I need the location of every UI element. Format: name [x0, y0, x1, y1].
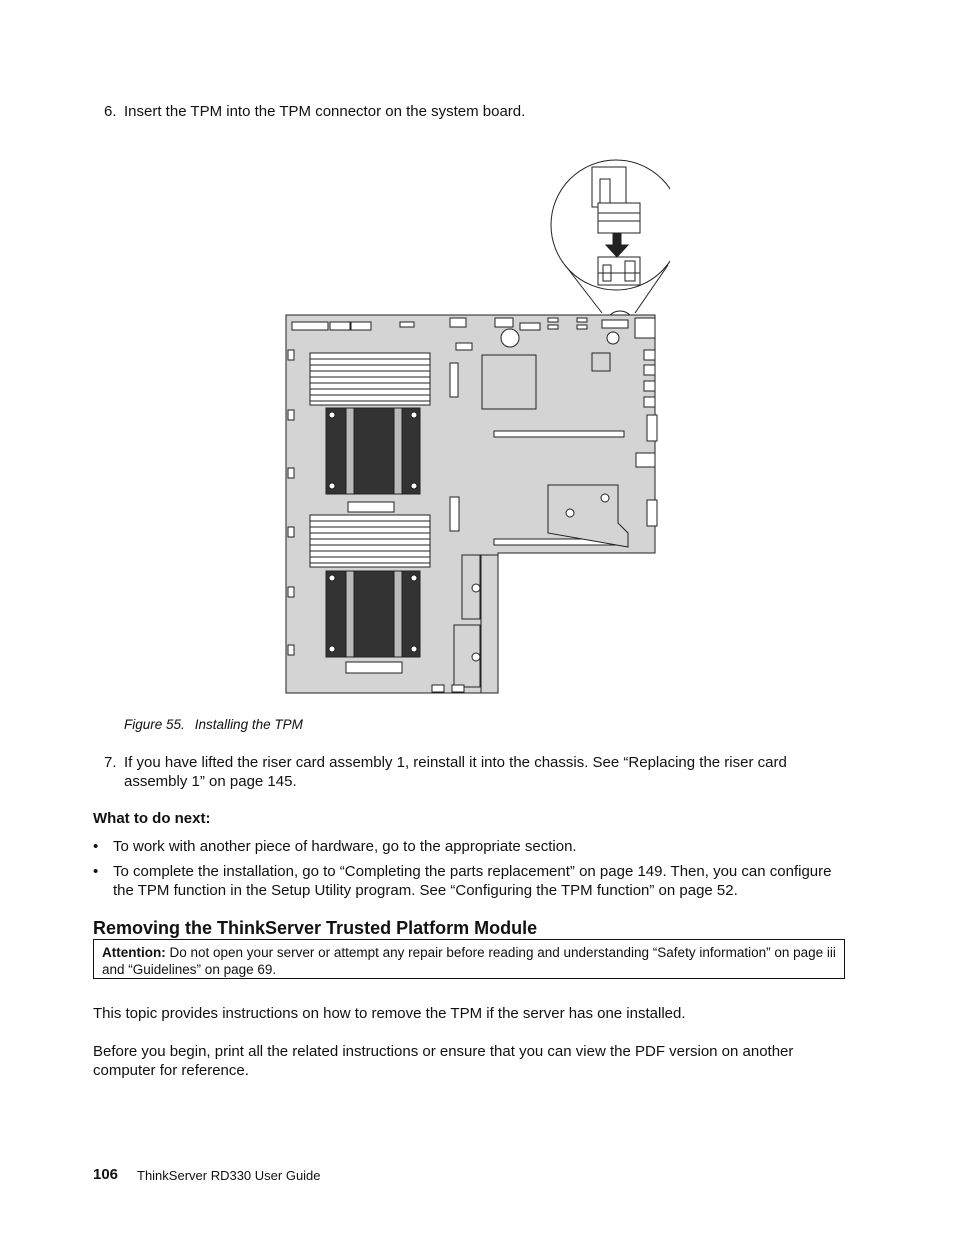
figure-caption [124, 717, 303, 732]
tpm-installation-figure [280, 155, 670, 700]
side-bracket [481, 555, 498, 693]
chipset [482, 355, 536, 409]
bullet-text: To work with another piece of hardware, go to the appropriate section. [113, 838, 577, 855]
step-text: If you have lifted the riser card assembly 1, reinstall it into the chassis. See “Replacing the riser card assembly 1” on page 145. [124, 754, 787, 790]
figure-label: Figure 55. [124, 717, 185, 732]
tpm-location-marker [607, 332, 619, 344]
bullet-icon: • [93, 838, 99, 855]
vertical-connector [450, 363, 458, 397]
step-text: Insert the TPM into the TPM connector on the system board. [124, 103, 526, 120]
heat-sink-lower [326, 571, 420, 657]
footer-title: ThinkServer RD330 User Guide [137, 1168, 321, 1183]
tpm-connector [598, 257, 640, 285]
battery [501, 329, 519, 347]
section-title: Removing the ThinkServer Trusted Platform Module [93, 918, 538, 938]
step-number: 6. [104, 103, 117, 120]
label-plate [348, 502, 394, 512]
intro-paragraph: This topic provides instructions on how to remove the TPM if the server has one installed. [93, 1005, 686, 1022]
page-number: 106 [93, 1166, 119, 1183]
attention-label: Attention: [102, 945, 166, 960]
vertical-connector-2 [450, 497, 459, 531]
dimm-slots-lower [310, 515, 430, 567]
what-to-do-next-heading: What to do next: [93, 810, 211, 827]
bullet-icon: • [93, 863, 99, 880]
figure-caption-text: Installing the TPM [194, 717, 303, 732]
bullet-text: To complete the installation, go to “Completing the parts replacement” on page 149. Then, you can configure the TPM function in the Setup Utility program. See “Configuring the TPM function” on page 52. [113, 863, 832, 899]
heat-sink-upper [326, 408, 420, 494]
dimm-slots-upper [310, 353, 430, 405]
attention-text: Do not open your server or attempt any repair before reading and understanding “Safety information” on page iii and “Guidelines” on page 69. [102, 945, 836, 977]
before-you-begin-paragraph: Before you begin, print all the related instructions or ensure that you can view the PDF version on another computer for reference. [93, 1043, 794, 1079]
pci-slot-1 [494, 431, 624, 437]
small-chip [592, 353, 610, 371]
label-plate-2 [346, 662, 402, 673]
attention-box [93, 939, 845, 979]
step-number: 7. [104, 754, 117, 771]
